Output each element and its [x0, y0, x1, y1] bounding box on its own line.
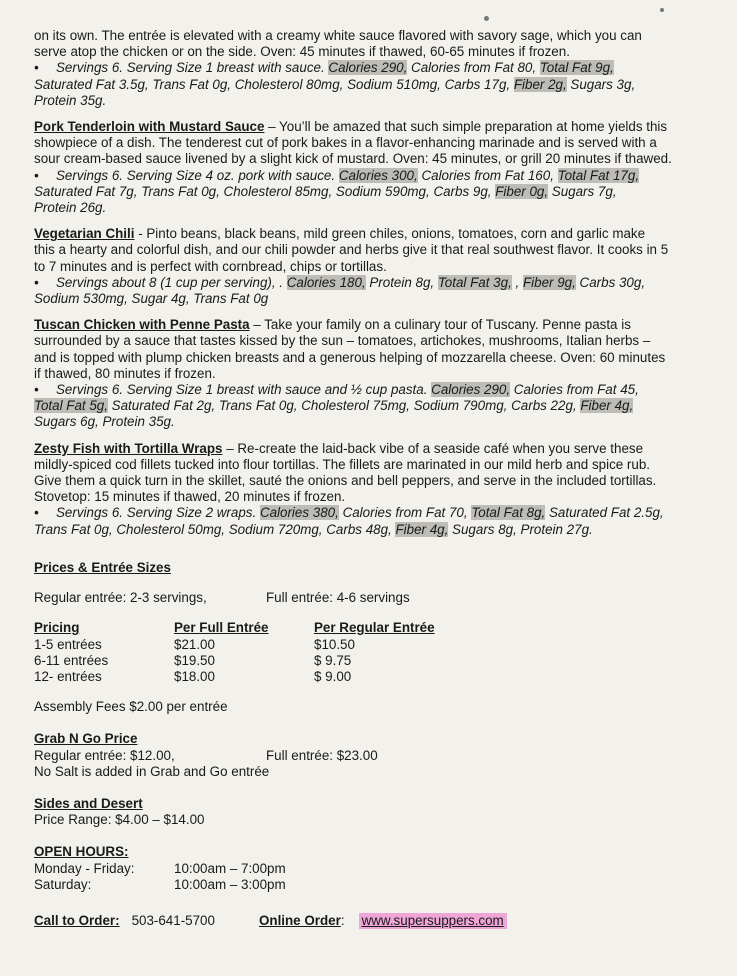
nutrition-line: • Servings 6. Serving Size 4 oz. pork with sauce. Calories 300, Calories from Fat 160, Total Fat 17g, [34, 167, 640, 183]
tuscan-title: Tuscan Chicken with Penne Pasta [34, 317, 250, 333]
online-label: Online Order [258, 912, 341, 928]
bullet-icon: • [34, 60, 39, 76]
sides-heading: Sides and Desert [34, 795, 143, 811]
hours-day: Monday - Friday: [34, 860, 135, 876]
nutrition-line: Trans Fat 0g, Cholesterol 50mg, Sodium 720mg, Carbs 48g, Fiber 4g, Sugars 8g, Protein 27g. [34, 521, 593, 537]
nutrition-line: • Servings 6. Serving Size 1 breast with sauce and ½ cup pasta. Calories 290, Calories from Fat 45, [34, 382, 639, 398]
regular-price: $10.50 [314, 636, 355, 652]
description: surrounded by a sauce that tastes kissed by the sun – tomatoes, artichokes, mushrooms, Italian herbs – [34, 333, 651, 349]
sides-range: Price Range: $4.00 – $14.00 [34, 812, 205, 828]
description: - Pinto beans, black beans, mild green chiles, onions, tomatoes, corn and garlic make [134, 226, 646, 242]
description: – Re-create the laid-back vibe of a seaside café when you serve these [222, 440, 644, 456]
description: sour cream-based sauce livened by a slight kick of mustard. Oven: 45 minutes, or grill 20 minutes if thawed. [34, 151, 672, 167]
grab-note: No Salt is added in Grab and Go entrée [34, 763, 270, 779]
intro-block [34, 28, 714, 109]
intro-line: serve atop the chicken or on the side. Oven: 45 minutes if thawed, 60-65 minutes if frozen. [34, 44, 570, 60]
full-col-header: Per Full Entrée [174, 620, 269, 636]
description: to 7 minutes and is perfect with cornbread, chips or tortillas. [34, 258, 387, 274]
contact-row [34, 913, 714, 929]
fish-title: Zesty Fish with Tortilla Wraps [34, 440, 223, 456]
fish-block [34, 441, 714, 538]
grab-section [34, 731, 714, 780]
pricing-label: 12- entrées [34, 668, 102, 684]
intro-line: on its own. The entrée is elevated with a creamy white sauce flavored with savory sage, which you can [34, 28, 642, 43]
nutrition-line: Saturated Fat 3.5g, Trans Fat 0g, Cholesterol 80mg, Sodium 510mg, Carbs 17g, Fiber 2g, Sugars 3g, [34, 76, 636, 92]
tuscan-block [34, 317, 714, 430]
bullet-icon: • [34, 505, 39, 521]
bullet-icon: • [34, 274, 39, 290]
bullet-icon: • [34, 167, 39, 183]
pricing-label: 6-11 entrées [34, 652, 109, 668]
chili-block [34, 226, 714, 307]
nutrition-line: • Servings 6. Serving Size 1 breast with sauce. Calories 290, Calories from Fat 80, Total Fat 9g, [34, 60, 614, 76]
hours-row [34, 861, 714, 877]
regular-size: Regular entrée: 2-3 servings, [34, 590, 207, 606]
hours-heading: OPEN HOURS: [34, 844, 129, 860]
pricing-header [34, 620, 714, 636]
description: and is topped with plump chicken breasts and a generous helping of mozzarella cheese. Oven: 60 minutes [34, 349, 666, 365]
pricing-row [34, 637, 714, 653]
prices-heading: Prices & Entrée Sizes [34, 559, 171, 575]
full-size: Full entrée: 4-6 servings [266, 590, 410, 606]
regular-price: $ 9.00 [314, 668, 352, 684]
full-price: $19.50 [174, 652, 215, 668]
sides-section [34, 796, 714, 828]
phone-number[interactable]: 503-641-5700 [131, 912, 215, 928]
description: – You’ll be amazed that such simple preparation at home yields this [264, 119, 668, 135]
call-label: Call to Order: [34, 912, 120, 928]
chili-title: Vegetarian Chili [34, 226, 135, 242]
description: if thawed, 80 minutes if frozen. [34, 365, 216, 381]
description: showpiece of a dish. The tenderest cut of pork bakes in a flavor-enhancing marinade and is served with a [34, 135, 657, 151]
pork-block [34, 119, 714, 216]
hours-section [34, 844, 714, 893]
regular-col-header: Per Regular Entrée [314, 620, 435, 636]
pricing-label: 1-5 entrées [34, 636, 102, 652]
menu-page [34, 28, 714, 929]
description: – Take your family on a culinary tour of Tuscany. Penne pasta is [249, 317, 631, 333]
hours-time: 10:00am – 3:00pm [174, 876, 286, 892]
assembly-fee: Assembly Fees $2.00 per entrée [34, 699, 228, 715]
pricing-row [34, 653, 714, 669]
nutrition-line: Saturated Fat 7g, Trans Fat 0g, Cholesterol 85mg, Sodium 590mg, Carbs 9g, Fiber 0g, Sugars 7g, [34, 183, 617, 199]
full-price: $18.00 [174, 668, 215, 684]
description: mildly-spiced cod fillets tucked into flour tortillas. The fillets are marinated in our mild herb and spice rub. [34, 456, 651, 472]
nutrition-line: Sugars 6g, Protein 35g. [34, 414, 175, 430]
description: this a hearty and colorful dish, and our chili powder and herbs give it that real southwest flavor. It cooks in 5 [34, 242, 669, 258]
nutrition-line: Total Fat 5g, Saturated Fat 2g, Trans Fat 0g, Cholesterol 75mg, Sodium 790mg, Carbs 22g, Fiber 4g, [34, 398, 634, 414]
hours-row [34, 877, 714, 893]
nutrition-line: • Servings 6. Serving Size 2 wraps. Calories 380, Calories from Fat 70, Total Fat 8g, Saturated Fat 2.5g, [34, 505, 664, 521]
nutrition-line: Protein 35g. [34, 92, 107, 108]
full-price: $21.00 [174, 636, 215, 652]
hours-day: Saturday: [34, 876, 92, 892]
nutrition-line: Sodium 530mg, Sugar 4g, Trans Fat 0g [34, 291, 269, 307]
regular-price: $ 9.75 [314, 652, 352, 668]
hours-time: 10:00am – 7:00pm [174, 860, 286, 876]
pork-title: Pork Tenderloin with Mustard Sauce [34, 119, 265, 135]
nutrition-line: Protein 26g. [34, 200, 107, 216]
website-link[interactable]: www.supersuppers.com [359, 913, 507, 929]
grab-heading: Grab N Go Price [34, 731, 138, 747]
entree-sizes [34, 590, 714, 606]
grab-regular: Regular entrée: $12.00, [34, 747, 175, 763]
pricing-row [34, 669, 714, 685]
pricing-col-header: Pricing [34, 620, 80, 636]
online-colon: : [340, 912, 345, 928]
grab-full: Full entrée: $23.00 [266, 747, 378, 763]
description: Give them a quick turn in the skillet, sauté the onions and bell peppers, and serve in the included tortillas. [34, 473, 657, 489]
nutrition-line: • Servings about 8 (1 cup per serving), . Calories 180, Protein 8g, Total Fat 3g, , Fiber 9g, Carbs 30g, [34, 274, 646, 290]
bullet-icon: • [34, 382, 39, 398]
description: Stovetop: 15 minutes if thawed, 20 minutes if frozen. [34, 489, 346, 505]
prices-section [34, 560, 714, 715]
